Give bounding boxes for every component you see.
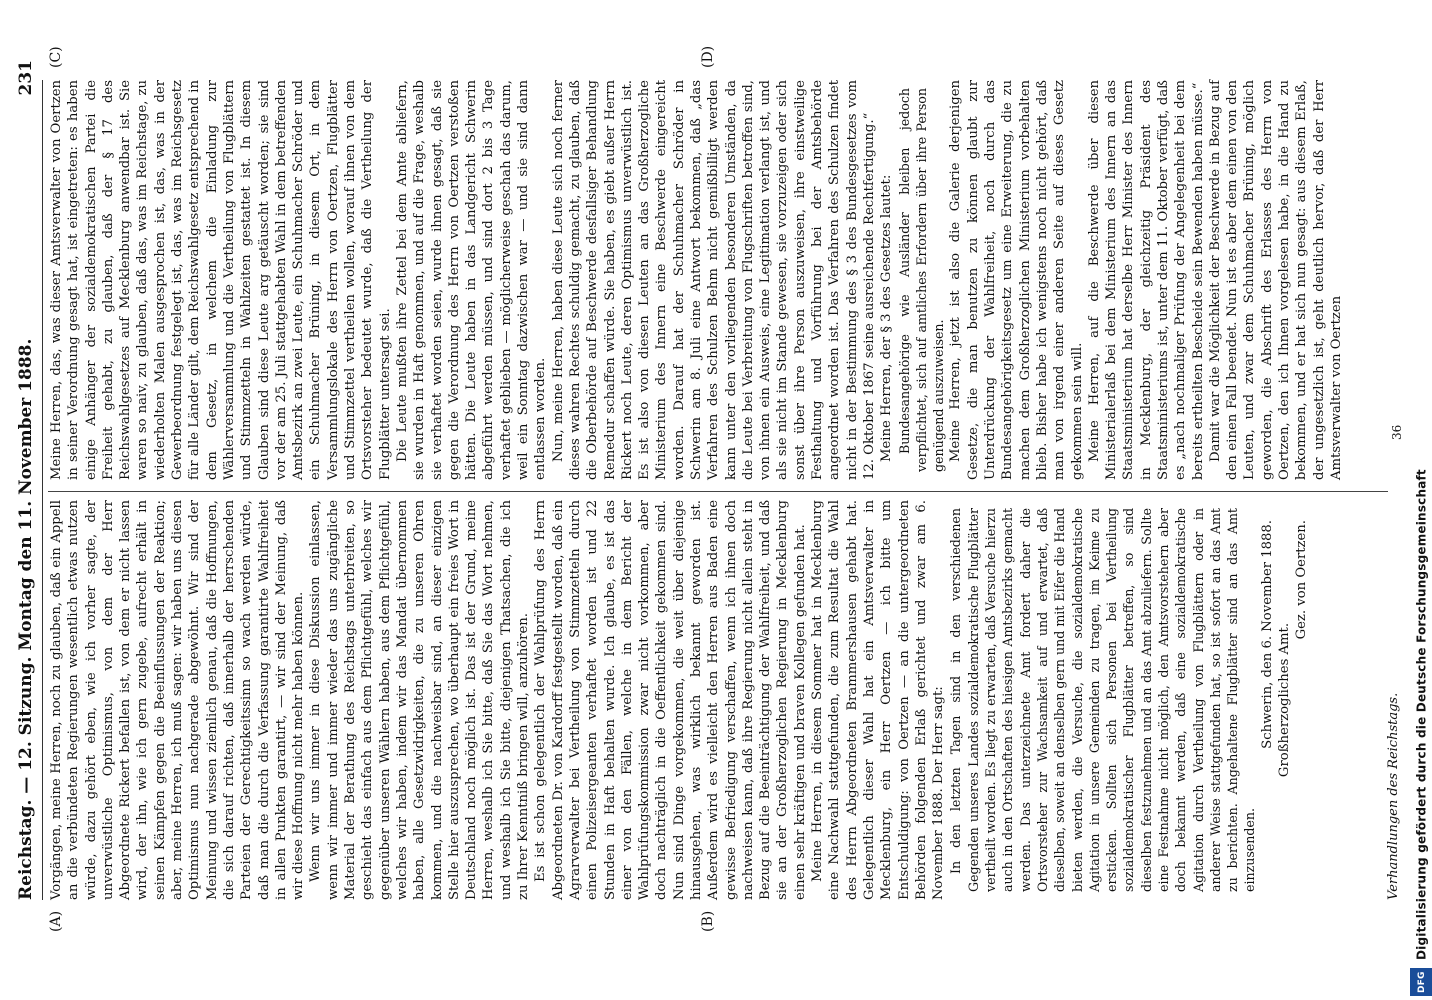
margin-marker-d: (D) <box>700 45 716 68</box>
paragraph: Großherzogliches Amt. <box>1277 622 1293 778</box>
running-head: Reichstag. — 12. Sitzung. Montag den 11. November 1888. <box>16 338 36 900</box>
column-divider <box>48 491 1388 492</box>
margin-marker-a: (A) <box>48 910 64 932</box>
paragraph: Schwerin, den 6. November 1888. <box>1259 520 1275 749</box>
paragraph: Meine Herren, auf die Beschwerde über diesen Ministerialerlaß bei dem Ministerium des Innern an das Staatsministerium hat derselbe Herr Minister des Innern in Mecklenburg, der gleichzeitig Präsident des Staatsministeriums ist, unter dem 11. Oktober verfügt, daß es „nach nochmaliger Prüfung der Angelegenheit bei dem bereits ertheilten Bescheide sein Bewenden haben müsse.“ <box>1086 80 1206 480</box>
dfg-logo-icon: DFG <box>1410 968 1432 996</box>
margin-marker-c: (C) <box>48 46 64 68</box>
paragraph: Meine Herren, jetzt ist also die Galerie derjenigen Gesetze, die man benutzen zu können glaubt zur Unterdrückung der Wahlfreiheit, noch durch das Bundesangehörigkeitsgesetz um eine Erweiterung, die zu machen dem Großherzoglichen Ministerium vorbehalten blieb. Bisher habe ich wenigstens noch nicht gehört, daß man von irgend einer anderen Seite auf dieses Gesetz gekommen sein will. <box>948 80 1085 480</box>
sheet-number: 36 <box>1390 424 1404 440</box>
paragraph: Damit war die Möglichkeit der Beschwerde in Bezug auf den einen Fall beendet. Nun ist es aber dem einen von den Leuten, und zwar dem Schuhmacher Brüning, möglich geworden, die Abschrift des Erlasses des Herrn von Oertzen, den ich Ihnen vorgelesen habe, in die Hand zu bekommen, und er hat sich nun gesagt: aus diesem Erlaß, der ungesetzlich ist, geht deutlich hervor, daß der Herr Amtsverwalter von Oertzen <box>1207 80 1344 480</box>
paragraph: Meine Herren, in diesem Sommer hat in Mecklenburg eine Nachwahl stattgefunden, die zum Resultat die Wahl des Herrn Abgeordneten Brammershausen gehabt hat. Gelegentlich dieser Wahl hat ein Amtsverwalter in Mecklenburg, ein Herr Oertzen — ich bitte um Entschuldigung: von Oertzen — an die untergeordneten Behörden folgenden Erlaß gerichtet und zwar am 6. November 1888. Der Herr sagt: <box>810 500 947 900</box>
paragraph: Bundesangehörige wie Ausländer bleiben jedoch verpflichtet, sich auf amtliches Erfordern über ihre Person genügend auszuweisen. <box>896 88 947 472</box>
digitization-text: Digitalisierung gefördert durch die Deutsche Forschungsgemeinschaft <box>1414 469 1429 960</box>
right-column <box>48 80 1345 480</box>
digitization-credit <box>1410 0 1432 1000</box>
page-header <box>16 0 42 1000</box>
footer-title: Verhandlungen des Reichstags. <box>1386 692 1401 900</box>
page-number: 231 <box>16 60 36 96</box>
paragraph: Nun, meine Herren, haben diese Leute sich noch ferner dieses wahren Rechtes schuldig gemacht, zu glauben, daß die Oberbehörde auf Beschwerde desfallsiger Behandlung Remedur schaffen würde. Sie haben, es giebt außer Herrn Rickert noch Leute, deren Optimismus unverwüstlich ist. Es ist also von diesen Leuten an das Großherzogliche Ministerium des Innern eine Beschwerde eingereicht worden. Darauf hat der Schuhmacher Schröder in Schwerin am 8. Juli eine Antwort bekommen, daß „das Verfahren des Schulzen Behm nicht gemißbilligt werden kann unter den vorliegenden besonderen Umständen, da die Leute bei Verbreitung von Flugschriften betroffen sind, von ihnen ein Ausweis, eine Legitimation verlangt ist, und als sie nicht im Stande gewesen, sie vorzuzeigen oder sich sonst über ihre Person auszuweisen, ihre einstweilige Festhaltung und Vorführung bei der Amtsbehörde angeordnet worden ist. Das Verfahren des Schulzen findet nicht in der Bestimmung des § 3 des Bundesgesetzes vom 12. Oktober 1867 seine ausreichende Rechtfertigung.“ <box>550 80 877 480</box>
paragraph: Meine Herren, der § 3 des Gesetzes lautet: <box>879 174 895 462</box>
paragraph: In den letzten Tagen sind in den verschiedenen Gegenden unseres Landes sozialdemokratische Flugblätter vertheilt worden. Es liegt zu erwarten, daß Versuche hierzu auch in den Ortschaften des hiesigen Amtsbezirks gemacht werden. Das unterzeichnete Amt fordert daher die Ortsvorsteher zur Wachsamkeit auf und erwartet, daß dieselben, soweit an denselben gern und mit Eifer die Hand bieten werden, die Versuche, die sozialdemokratische Agitation in unsere Gemeinden zu tragen, im Keime zu ersticken. Sollten sich Personen bei Vertheilung sozialdemokratischer Flugblätter betreffen, so sind dieselben festzunehmen und an das Amt abzuliefern. Sollte eine Festnahme nicht möglich, den Amtsvorstehern aber doch bekannt werden, daß eine sozialdemokratische Agitation durch Vertheilung von Flugblättern oder in anderer Weise stattgefunden hat, so ist sofort an das Amt zu berichten. Angehaltene Flugblätter sind an das Amt einzusenden. <box>948 508 1258 892</box>
paragraph: Die Leute mußten ihre Zettel bei dem Amte abliefern, sie wurden in Haft genommen, und auf die Frage, weshalb sie verhaftet worden seien, wurde ihnen gesagt, daß sie gegen die Verordnung des Herrn von Oertzen verstoßen hätten. Die Leute haben in das Landgericht Schwerin abgeführt werden müssen, und sind dort 2 bis 3 Tage verhaftet geblieben — möglicherweise geschah das darum, weil ein Sonntag dazwischen war — und sie sind dann entlassen worden. <box>394 80 549 480</box>
paragraph: Gez. von Oertzen. <box>1294 520 1310 640</box>
paragraph: Vorgängen, meine Herren, noch zu glauben, daß ein Appell an die verbündeten Regierungen wesentlich etwas nutzen würde, dazu gehört eben, wie ich vorher sagte, der unverwüstliche Optimismus, von dem der Herr Abgeordnete Rickert befallen ist, von dem er nicht lassen wird, der ihn, wie ich gern zugebe, aufrecht erhält in seinen Kämpfen gegen die Beeinflussungen der Reaktion; aber, meine Herren, ich muß sagen: wir haben uns diesen Optimismus nun nachgerade abgewöhnt. Wir sind der Meinung und wissen ziemlich genau, daß die Hoffnungen, die sich darauf richten, daß innerhalb der herrschenden Parteien der Gerechtigkeitssinn so wach werden würde, daß man die durch die Verfassung garantirte Wahlfreiheit in allen Punkten garantirt, — wir sind der Meinung, daß wir diese Hoffnung nicht mehr haben können. <box>49 500 307 900</box>
paragraph: Wenn wir uns immer in diese Diskussion einlassen, wenn wir immer und immer wieder das uns zugängliche Material der Berathung des Reichstags unterbreiten, so geschieht das einfach aus dem Pflichtgefühl, welches wir gegenüber unseren Wählern haben, aus dem Pflichtgefühl, welches wir haben, indem wir das Mandat übernommen haben, alle Gesetzwidrigkeiten, die zu unseren Ohren kommen, und die nachweisbar sind, an dieser einzigen Stelle hier auszusprechen, wo überhaupt ein freies Wort in Deutschland noch möglich ist. Das ist der Grund, meine Herren, weshalb ich Sie bitte, daß Sie das Wort nehmen, und weshalb ich Sie bitte, diejenigen Thatsachen, die ich zu Ihrer Kenntniß bringen will, anzuhören. <box>308 500 532 900</box>
header-rule <box>42 80 43 900</box>
paragraph: Es ist schon gelegentlich der Wahlprüfung des Herrn Abgeordneten Dr. von Kardorff festgestellt worden, daß ein Agrarverwalter bei Vertheilung von Stimmzetteln durch einen Polizeisergeanten verhaftet worden ist und 22 Stunden in Haft behalten wurde. Ich glaube, es ist das einer von den Fällen, welche in dem Bericht der Wahlprüfungskommission zwar nicht vorkommen, aber doch nachträglich in die Oeffentlichkeit gekommen sind. Nun sind Dinge vorgekommen, die weit über diejenige hinausgehen, was wirklich bekannt geworden ist. Außerdem wird es vielleicht den Herren aus Baden eine gewisse Befriedigung verschaffen, wenn ich ihnen doch nachweisen kann, daß ihre Regierung nicht allein steht in Bezug auf die Beeinträchtigung der Wahlfreiheit, und daß sie an der Großherzoglichen Regierung in Mecklenburg einen sehr kräftigen und braven Kollegen gefunden hat. <box>533 500 808 900</box>
paragraph: Meine Herren, das, was dieser Amtsverwalter von Oertzen in seiner Verordnung gesagt hat, ist eingetreten: es haben einige Anhänger der sozialdemokratischen Partei die Freiheit gehabt, zu glauben, daß der § 17 des Reichswahlgesetzes auf Mecklenburg anwendbar ist. Sie waren so naiv, zu glauben, daß das, was im Reichstage, zu wiederholten Malen ausgesprochen ist, das, was in der Gewerbeordnung festgelegt ist, das, was im Reichsgesetz für alle Länder gilt, dem Reichswahlgesetz entsprechend in dem Gesetz, in welchem die Einladung zur Wählerversammlung und die Vertheilung von Flugblättern und Stimmzetteln in Wahlzeiten gestattet ist. In diesem Glauben sind diese Leute arg getäuscht worden; sie sind vor der am 25. Juli stattgehabten Wahl in dem betreffenden Amtsbezirk an zwei Leute, ein Schuhmacher Schröder und ein Schuhmacher Brüning, in diesem Ort, in dem Versammlungslokale des Herrn von Oertzen, Flugblätter und Stimmzettel vertheilen wollen, worauf ihnen von dem Ortsvorsteher bedeutet wurde, daß die Vertheilung der Flugblätter untersagt sei. <box>49 80 393 480</box>
left-column <box>48 500 1311 900</box>
margin-marker-b: (B) <box>700 910 716 932</box>
